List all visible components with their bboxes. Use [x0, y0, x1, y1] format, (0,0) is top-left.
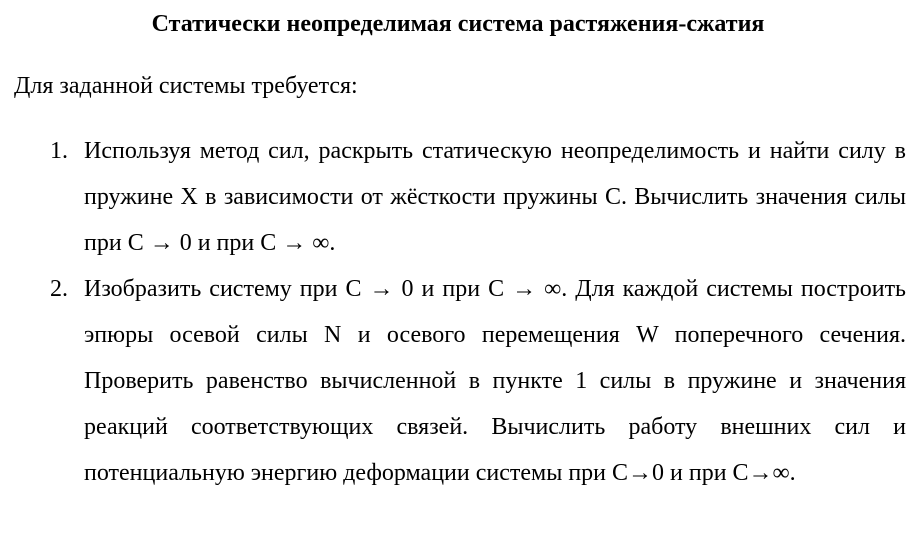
list-item-number: 2.: [50, 276, 68, 302]
document-title: Статически неопределимая система растяжения-сжатия: [151, 11, 765, 37]
list-item-number: 1.: [50, 138, 68, 164]
list-item: [0, 266, 916, 496]
list-item: [0, 128, 916, 266]
list-item-text: Изобразить систему при C → 0 и при C → ∞. Для каждой системы построить эпюры осевой силы N и осевого перемещения W поперечного сечения. Проверить равенство вычисленной в пункте 1 силы в пружине и значения реакций соответствующих связей. Вычислить работу внешних сил и потенциальную энергию деформации системы при C→0 и при C→∞.: [84, 276, 906, 486]
list-item-text: Используя метод сил, раскрыть статическую неопределимость и найти силу в пружине X в зависимости от жёсткости пружины C. Вычислить значения силы при C → 0 и при C → ∞.: [84, 138, 906, 256]
task-list: [0, 128, 916, 496]
intro-text: Для заданной системы требуется:: [14, 73, 358, 99]
